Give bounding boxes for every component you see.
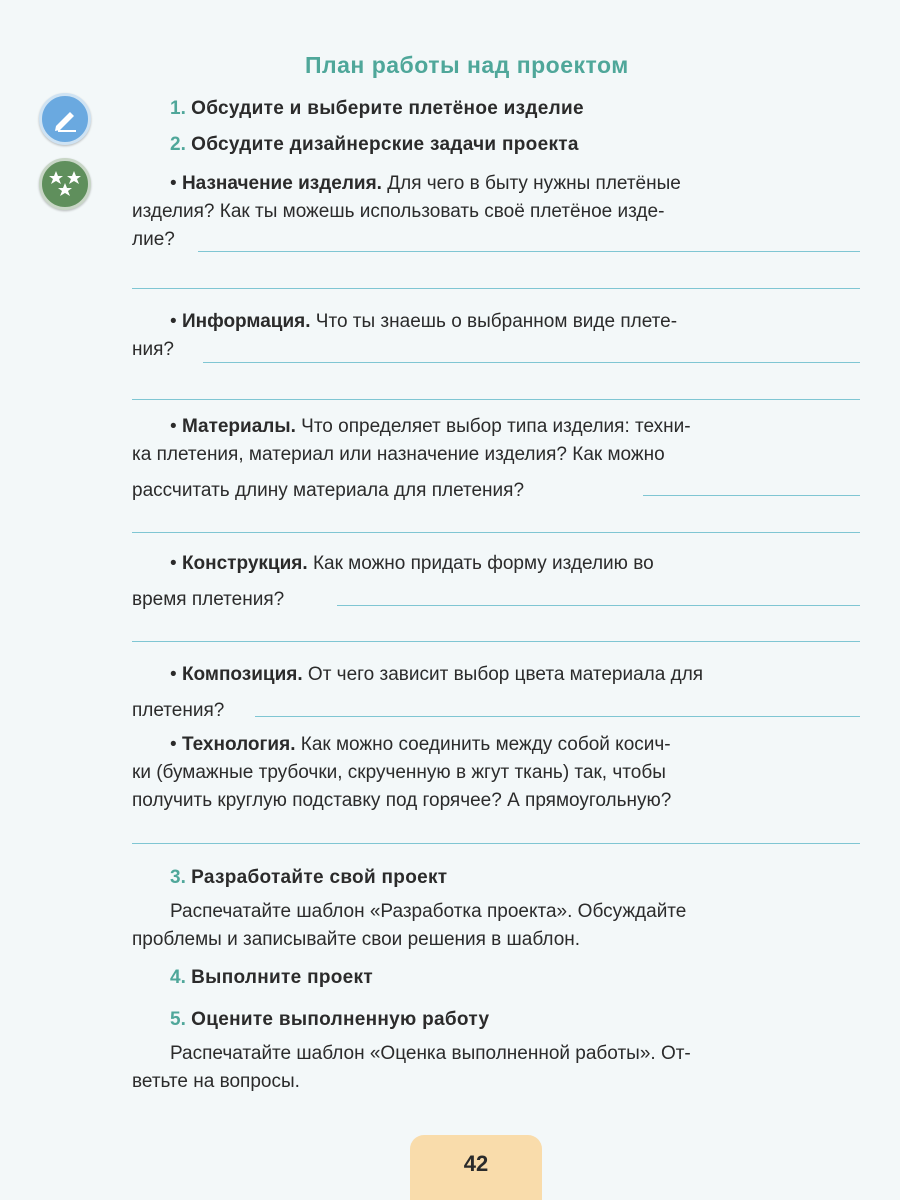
answer-line — [255, 716, 860, 717]
step-5-number: 5. — [170, 1009, 186, 1030]
item-informacia: • Информация. Что ты знаешь о выбранном виде плете- ния? — [132, 308, 860, 364]
item-text: получить круглую подставку под горячее? А прямоугольную? — [132, 790, 672, 811]
answer-line — [132, 288, 860, 289]
answer-line — [132, 399, 860, 400]
pencil-icon — [39, 93, 91, 145]
step-5 — [170, 1006, 489, 1034]
step-5-description — [132, 1040, 860, 1096]
item-konstrukcia: • Конструкция. Как можно придать форму изделию во время плетения? — [132, 550, 860, 614]
answer-line — [198, 251, 860, 252]
item-text: время плетения? — [132, 589, 285, 610]
answer-line — [132, 641, 860, 642]
item-term: Конструкция. — [181, 553, 308, 574]
step-1 — [170, 95, 584, 123]
item-term: Назначение изделия. — [181, 173, 382, 194]
step-3-line: проблемы и записывайте свои решения в шаблон. — [132, 929, 581, 950]
item-term: Материалы. — [181, 416, 296, 437]
step-2-text: Обсудите дизайнерские задачи проекта — [191, 134, 579, 155]
item-term: Композиция. — [181, 664, 303, 685]
item-text: плетения? — [132, 700, 225, 721]
item-text: рассчитать длину материала для плетения? — [132, 480, 525, 501]
step-5-line: ветьте на вопросы. — [132, 1071, 300, 1092]
step-4-text: Выполните проект — [191, 967, 373, 988]
page-title: План работы над проектом — [305, 52, 629, 78]
stars-icon — [39, 158, 91, 210]
step-1-text: Обсудите и выберите плетёное изделие — [191, 98, 584, 119]
item-term: Технология. — [181, 734, 296, 755]
item-text: Как можно придать форму изделию во — [312, 553, 654, 574]
step-3-description — [132, 898, 860, 954]
step-5-line: Распечатайте шаблон «Оценка выполненной работы». От- — [170, 1043, 691, 1064]
answer-line — [643, 495, 860, 496]
step-3-text: Разработайте свой проект — [191, 867, 448, 888]
item-text: ки (бумажные трубочки, скрученную в жгут ткань) так, чтобы — [132, 762, 666, 783]
step-2-number: 2. — [170, 134, 186, 155]
item-text: ния? — [132, 339, 174, 360]
item-term: Информация. — [181, 311, 311, 332]
answer-line — [203, 362, 860, 363]
item-text: Что ты знаешь о выбранном виде плете- — [315, 311, 678, 332]
step-3-number: 3. — [170, 867, 186, 888]
item-text: Для чего в быту нужны плетёные — [387, 173, 681, 194]
item-text: Что определяет выбор типа изделия: техни- — [301, 416, 691, 437]
step-2 — [170, 131, 579, 159]
step-1-number: 1. — [170, 98, 186, 119]
item-kompozicia: • Композиция. От чего зависит выбор цвета материала для плетения? — [132, 661, 860, 725]
step-4-number: 4. — [170, 967, 186, 988]
page-number: 42 — [410, 1135, 542, 1200]
step-3 — [170, 864, 447, 892]
answer-line — [337, 605, 860, 606]
item-text: Как можно соединить между собой косич- — [300, 734, 671, 755]
item-text: лие? — [132, 229, 175, 250]
step-5-text: Оцените выполненную работу — [191, 1009, 490, 1030]
answer-line — [132, 843, 860, 844]
item-naznachenie: • Назначение изделия. Для чего в быту нужны плетёные изделия? Как ты можешь использовать своё плетёное изде- лие? — [132, 170, 860, 254]
answer-line — [132, 532, 860, 533]
step-4 — [170, 964, 373, 992]
item-text: От чего зависит выбор цвета материала для — [307, 664, 704, 685]
item-text: изделия? Как ты можешь использовать своё плетёное изде- — [132, 201, 665, 222]
step-3-line: Распечатайте шаблон «Разработка проекта». Обсуждайте — [170, 901, 687, 922]
item-text: ка плетения, материал или назначение изделия? Как можно — [132, 444, 665, 465]
item-tehnologia: • Технология. Как можно соединить между собой косич- ки (бумажные трубочки, скрученную в жгут ткань) так, чтобы получить круглую подставку под горячее? А прямоугольную? — [132, 731, 860, 815]
item-materialy: • Материалы. Что определяет выбор типа изделия: техни- ка плетения, материал или назначение изделия? Как можно рассчитать длину материала для плетения? — [132, 413, 860, 505]
